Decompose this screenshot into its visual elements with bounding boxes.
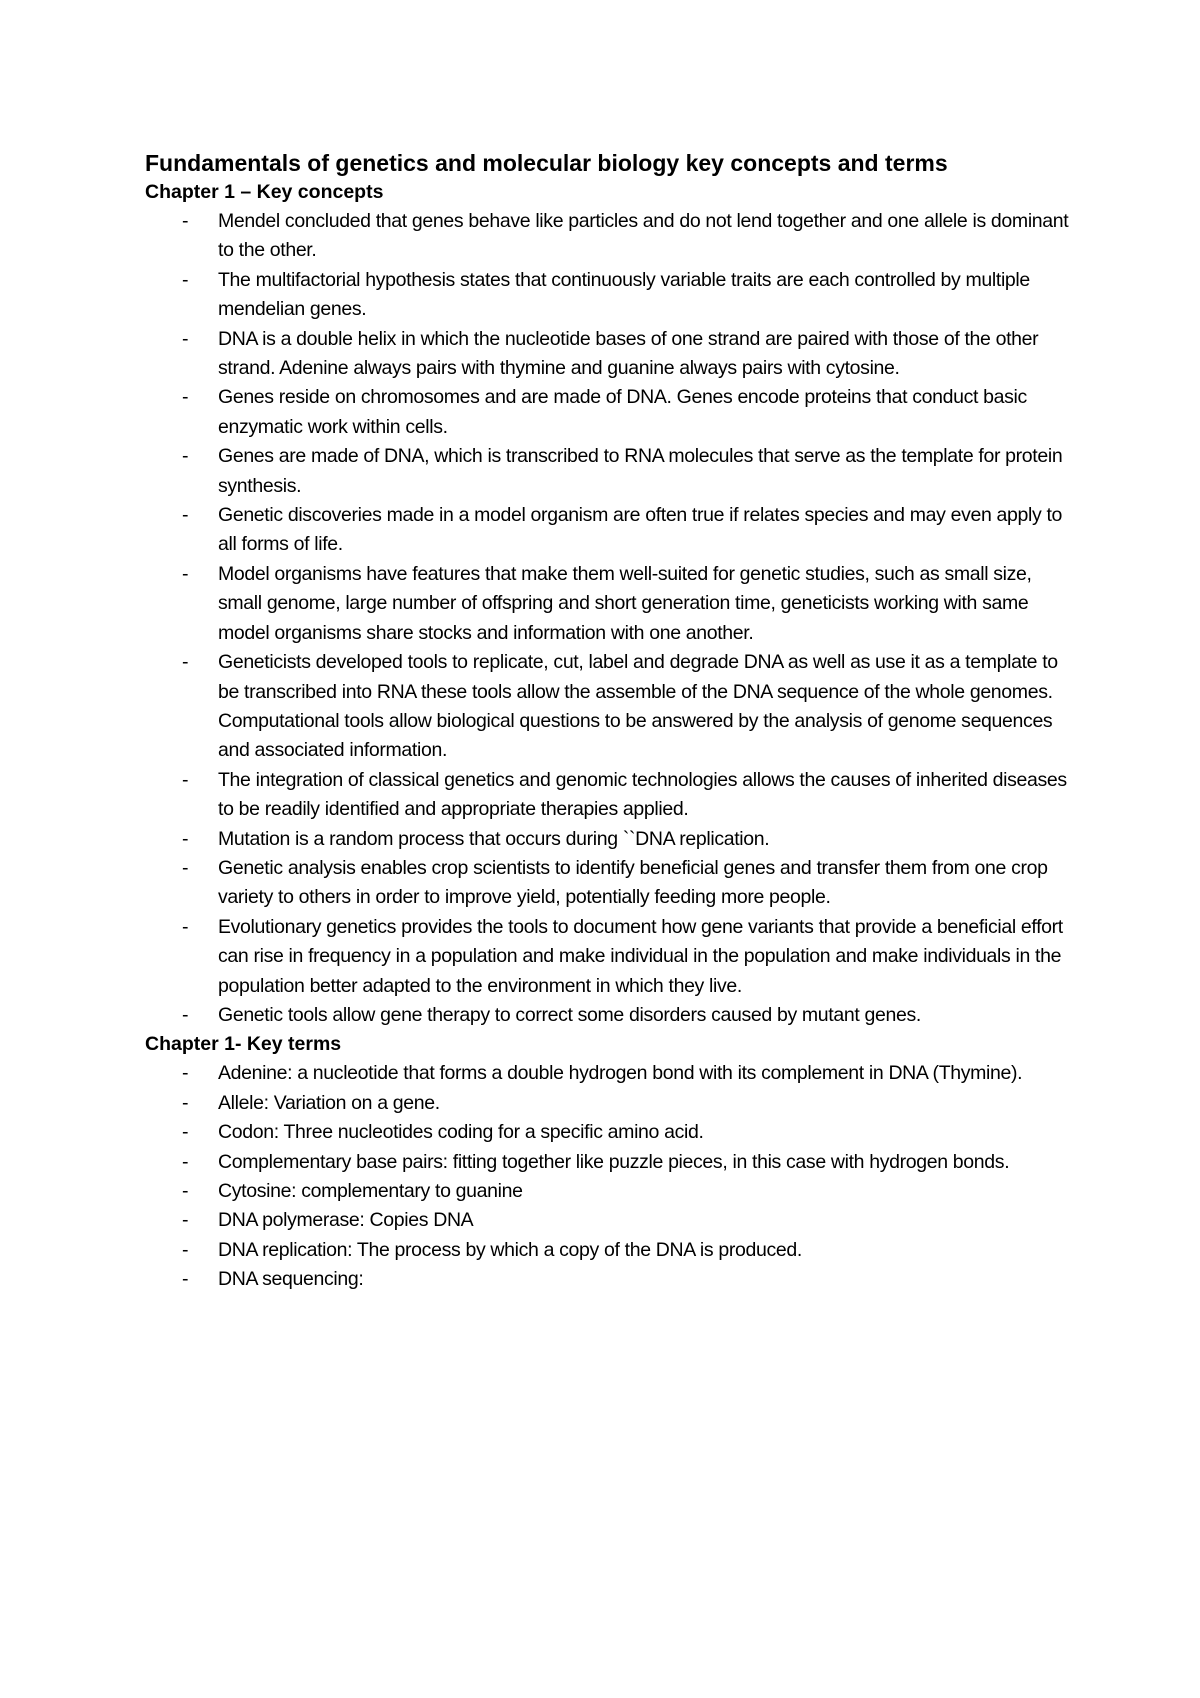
bullet-dash: - <box>182 1238 189 1261</box>
key-term-item <box>145 1148 1075 1177</box>
bullet-dash: - <box>182 210 189 232</box>
key-concept-item <box>145 560 1075 648</box>
section-heading-key-concepts: Chapter 1 – Key concepts <box>145 181 384 203</box>
bullet-dash: - <box>182 1209 189 1232</box>
key-concept-item <box>145 325 1075 384</box>
bullet-text: Geneticists developed tools to replicate, cut, label and degrade DNA as well as use it as a template to be transcribed into RNA these tools allow the assemble of the DNA sequence of the whole genomes. Computational tools allow biological questions to be answered by the analysis of genome sequences and associated information. <box>218 651 1058 762</box>
bullet-dash: - <box>182 504 189 527</box>
bullet-dash: - <box>182 1268 189 1291</box>
key-terms-list <box>145 1059 1075 1294</box>
bullet-text: Genetic tools allow gene therapy to correct some disorders caused by mutant genes. <box>218 1003 921 1026</box>
bullet-text: The integration of classical genetics and genomic technologies allows the causes of inherited diseases to be readily identified and appropriate therapies applied. <box>218 768 1067 821</box>
section-heading-key-terms: Chapter 1- Key terms <box>145 1033 342 1056</box>
key-term-item <box>145 1177 1075 1206</box>
bullet-dash: - <box>182 651 189 674</box>
key-concept-item <box>145 207 1075 266</box>
bullet-text: Evolutionary genetics provides the tools to document how gene variants that provide a beneficial effort can rise in frequency in a population and make individual in the population and make individuals in the population better adapted to the environment in which they live. <box>218 915 1063 997</box>
bullet-text: DNA is a double helix in which the nucleotide bases of one strand are paired with those of the other strand. Adenine always pairs with thymine and guanine always pairs with cytosine. <box>218 327 1039 380</box>
key-concept-item <box>145 266 1075 325</box>
key-concept-item <box>145 766 1075 825</box>
bullet-dash: - <box>182 1150 189 1173</box>
document-content <box>145 148 1075 1295</box>
bullet-dash: - <box>182 1062 189 1085</box>
bullet-text: Cytosine: complementary to guanine <box>218 1180 523 1202</box>
bullet-dash: - <box>182 445 189 468</box>
key-term-item <box>145 1236 1075 1265</box>
key-term-item <box>145 1059 1075 1088</box>
key-concept-item <box>145 825 1075 854</box>
bullet-text: Mendel concluded that genes behave like particles and do not lend together and one allele is dominant to the other. <box>218 210 1069 262</box>
bullet-text: The multifactorial hypothesis states that continuously variable traits are each controlled by multiple mendelian genes. <box>218 268 1030 321</box>
bullet-text: Genes are made of DNA, which is transcribed to RNA molecules that serve as the template for protein synthesis. <box>218 445 1063 497</box>
bullet-dash: - <box>182 1091 189 1114</box>
bullet-dash: - <box>182 327 189 350</box>
bullet-text: Allele: Variation on a gene. <box>218 1091 440 1114</box>
bullet-text: Model organisms have features that make them well-suited for genetic studies, such as small size, small genome, large number of offspring and short generation time, geneticists working with same model organisms share stocks and information with one another. <box>218 562 1032 644</box>
bullet-dash: - <box>182 268 189 291</box>
key-term-item <box>145 1118 1075 1147</box>
bullet-text: Codon: Three nucleotides coding for a specific amino acid. <box>218 1121 704 1144</box>
key-concept-item <box>145 913 1075 1001</box>
key-concept-item <box>145 1001 1075 1030</box>
key-concept-item <box>145 442 1075 501</box>
key-concept-item <box>145 854 1075 913</box>
bullet-dash: - <box>182 1121 189 1144</box>
key-concept-item <box>145 383 1075 442</box>
bullet-text: Genetic discoveries made in a model organism are often true if relates species and may even apply to all forms of life. <box>218 504 1063 556</box>
bullet-dash: - <box>182 1180 189 1202</box>
bullet-dash: - <box>182 1003 189 1026</box>
bullet-text: Mutation is a random process that occurs during ``DNA replication. <box>218 827 770 850</box>
bullet-text: Adenine: a nucleotide that forms a double hydrogen bond with its complement in DNA (Thymine). <box>218 1062 1023 1085</box>
bullet-text: DNA replication: The process by which a copy of the DNA is produced. <box>218 1238 802 1261</box>
key-term-item <box>145 1089 1075 1118</box>
bullet-dash: - <box>182 915 189 938</box>
key-concept-item <box>145 501 1075 560</box>
bullet-text: Complementary base pairs: fitting together like puzzle pieces, in this case with hydrogen bonds. <box>218 1150 1010 1173</box>
key-term-item <box>145 1206 1075 1235</box>
bullet-text: DNA polymerase: Copies DNA <box>218 1209 474 1232</box>
bullet-dash: - <box>182 856 189 879</box>
bullet-dash: - <box>182 768 189 791</box>
bullet-dash: - <box>182 827 189 850</box>
bullet-dash: - <box>182 562 189 585</box>
key-term-item <box>145 1265 1075 1294</box>
bullet-text: Genes reside on chromosomes and are made of DNA. Genes encode proteins that conduct basic enzymatic work within cells. <box>218 386 1027 438</box>
key-concepts-list <box>145 207 1075 1030</box>
bullet-text: Genetic analysis enables crop scientists to identify beneficial genes and transfer them from one crop variety to others in order to improve yield, potentially feeding more people. <box>218 856 1048 909</box>
key-concept-item <box>145 648 1075 766</box>
bullet-dash: - <box>182 386 189 409</box>
bullet-text: DNA sequencing: <box>218 1268 364 1291</box>
document-title: Fundamentals of genetics and molecular biology key concepts and terms <box>145 150 948 176</box>
